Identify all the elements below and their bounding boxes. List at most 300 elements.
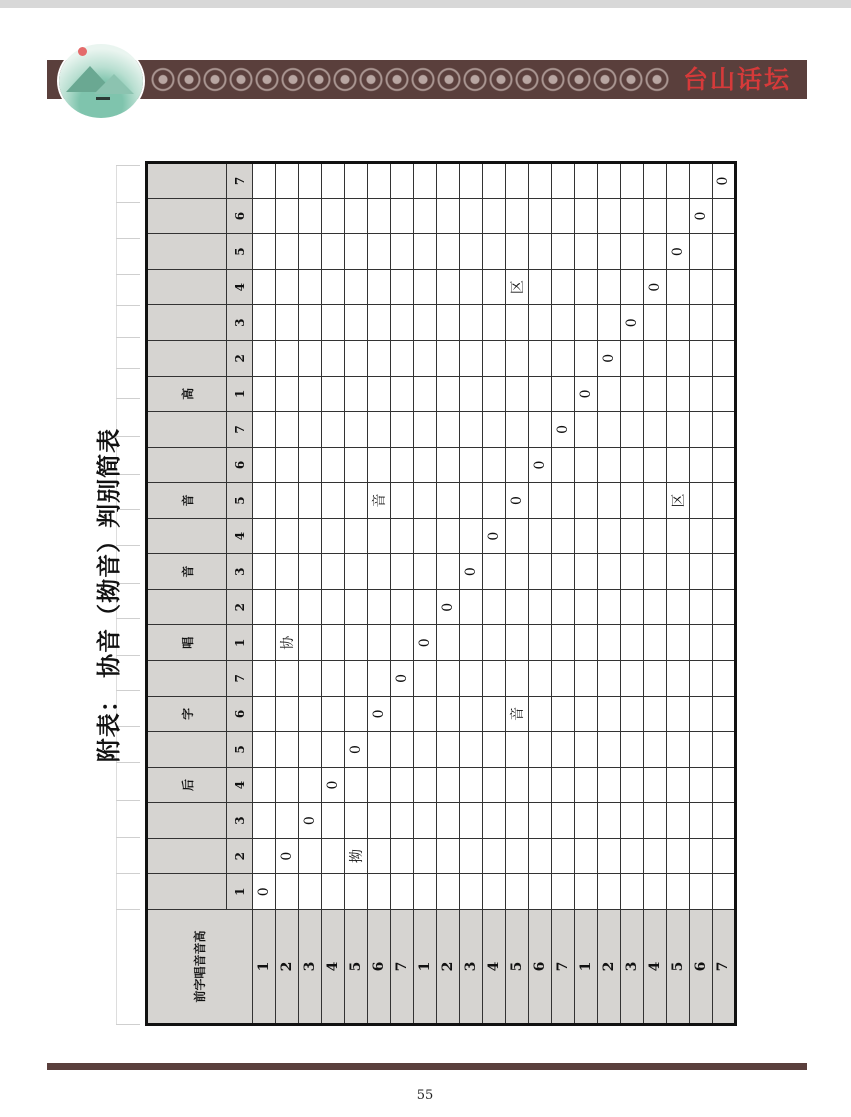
table-cell xyxy=(367,589,390,625)
table-cell xyxy=(344,767,367,803)
table-cell xyxy=(298,163,321,199)
table-cell xyxy=(252,269,275,305)
top-axis-cell: 唱 xyxy=(147,625,227,661)
table-cell xyxy=(344,874,367,910)
table-cell xyxy=(712,483,735,519)
cell-mark: 区 xyxy=(505,269,528,305)
boat-icon xyxy=(96,97,110,100)
table-cell xyxy=(597,803,620,839)
brand-title: 台山话坛 xyxy=(682,65,791,94)
table-cell xyxy=(275,661,298,697)
table-cell xyxy=(459,625,482,661)
table-row xyxy=(666,163,689,1025)
table-cell xyxy=(459,341,482,377)
top-axis-cell xyxy=(147,732,227,768)
table-cell xyxy=(574,163,597,199)
table-cell xyxy=(298,376,321,412)
table-cell xyxy=(344,198,367,234)
table-cell xyxy=(413,305,436,341)
table-cell xyxy=(505,767,528,803)
table-cell xyxy=(436,518,459,554)
table-cell xyxy=(689,341,712,377)
table-row xyxy=(712,163,735,1025)
table-cell xyxy=(413,163,436,199)
table-cell xyxy=(551,483,574,519)
table-row xyxy=(298,163,321,1025)
table-cell xyxy=(643,163,666,199)
table-cell xyxy=(597,269,620,305)
table-cell xyxy=(620,269,643,305)
table-cell xyxy=(252,376,275,412)
table-cell xyxy=(459,483,482,519)
table-cell xyxy=(436,234,459,270)
table-cell xyxy=(367,234,390,270)
table-cell xyxy=(459,163,482,199)
table-cell xyxy=(298,341,321,377)
table-cell xyxy=(436,447,459,483)
row-label: 1 xyxy=(413,910,436,1025)
table-cell xyxy=(321,696,344,732)
table-cell xyxy=(298,198,321,234)
table-cell xyxy=(275,732,298,768)
top-axis-cell xyxy=(147,518,227,554)
table-cell xyxy=(482,234,505,270)
table-cell xyxy=(413,696,436,732)
table-row xyxy=(643,163,666,1025)
table-cell xyxy=(298,874,321,910)
table-cell xyxy=(298,589,321,625)
table-cell xyxy=(597,234,620,270)
table-cell xyxy=(528,554,551,590)
column-number: 5 xyxy=(227,234,252,270)
table-cell xyxy=(390,305,413,341)
table-cell xyxy=(436,874,459,910)
table-cell xyxy=(712,589,735,625)
table-cell xyxy=(459,412,482,448)
table-cell xyxy=(597,447,620,483)
table-cell xyxy=(551,767,574,803)
table-cell xyxy=(689,874,712,910)
table-cell xyxy=(574,732,597,768)
top-axis-cell xyxy=(147,838,227,874)
table-cell xyxy=(666,447,689,483)
column-number: 2 xyxy=(227,589,252,625)
table-cell xyxy=(712,838,735,874)
top-axis-cell: 字 xyxy=(147,696,227,732)
table-cell xyxy=(574,625,597,661)
cell-mark: 区 xyxy=(666,483,689,519)
table-cell xyxy=(528,838,551,874)
table-cell xyxy=(482,412,505,448)
table-cell xyxy=(620,198,643,234)
top-axis-cell: 音 xyxy=(147,554,227,590)
column-number: 6 xyxy=(227,447,252,483)
table-cell xyxy=(367,305,390,341)
table-cell xyxy=(528,767,551,803)
table-cell xyxy=(482,803,505,839)
table-cell xyxy=(597,589,620,625)
cell-mark: 0 xyxy=(321,767,344,803)
table-cell xyxy=(252,589,275,625)
row-label: 5 xyxy=(344,910,367,1025)
table-cell xyxy=(551,269,574,305)
table-cell xyxy=(482,732,505,768)
table-cell xyxy=(505,661,528,697)
table-cell xyxy=(298,838,321,874)
top-axis-cell xyxy=(147,874,227,910)
table-cell xyxy=(252,625,275,661)
table-cell xyxy=(643,341,666,377)
row-label: 4 xyxy=(482,910,505,1025)
table-cell xyxy=(643,198,666,234)
table-cell xyxy=(367,803,390,839)
table-cell xyxy=(413,447,436,483)
table-cell xyxy=(298,412,321,448)
table-cell xyxy=(712,767,735,803)
table-cell xyxy=(482,341,505,377)
table-cell xyxy=(344,447,367,483)
table-cell xyxy=(551,661,574,697)
table-cell xyxy=(528,412,551,448)
table-cell xyxy=(252,483,275,519)
table-cell xyxy=(597,661,620,697)
table-cell xyxy=(620,696,643,732)
table-cell xyxy=(505,589,528,625)
column-number: 5 xyxy=(227,732,252,768)
table-cell xyxy=(551,198,574,234)
table-cell xyxy=(666,376,689,412)
table-cell xyxy=(620,412,643,448)
table-cell xyxy=(321,198,344,234)
table-cell xyxy=(298,483,321,519)
table-cell xyxy=(436,554,459,590)
table-cell xyxy=(689,376,712,412)
table-cell xyxy=(689,732,712,768)
top-axis-cell xyxy=(147,661,227,697)
table-cell xyxy=(666,305,689,341)
table-cell xyxy=(344,234,367,270)
table-cell xyxy=(666,625,689,661)
table-cell xyxy=(689,803,712,839)
column-number: 3 xyxy=(227,554,252,590)
table-cell xyxy=(344,518,367,554)
table-cell xyxy=(298,305,321,341)
table-cell xyxy=(459,447,482,483)
table-cell xyxy=(459,269,482,305)
table-cell xyxy=(620,589,643,625)
cell-mark: 0 xyxy=(551,412,574,448)
table-cell xyxy=(459,234,482,270)
table-cell xyxy=(712,269,735,305)
table-cell xyxy=(275,376,298,412)
table-cell xyxy=(505,625,528,661)
top-axis-cell xyxy=(147,163,227,199)
table-cell xyxy=(666,661,689,697)
table-cell xyxy=(528,483,551,519)
table-cell xyxy=(367,269,390,305)
table-cell xyxy=(298,661,321,697)
table-cell xyxy=(298,732,321,768)
table-cell xyxy=(689,163,712,199)
table-cell xyxy=(666,874,689,910)
table-cell xyxy=(620,803,643,839)
table-cell xyxy=(390,376,413,412)
table-cell xyxy=(413,198,436,234)
table-cell xyxy=(459,589,482,625)
top-axis-cell xyxy=(147,803,227,839)
table-row xyxy=(689,163,712,1025)
table-cell xyxy=(344,376,367,412)
table-cell xyxy=(597,376,620,412)
table-cell xyxy=(482,483,505,519)
table-cell xyxy=(367,163,390,199)
cell-mark: 0 xyxy=(528,447,551,483)
table-cell xyxy=(459,198,482,234)
table-cell xyxy=(321,589,344,625)
table-cell xyxy=(321,234,344,270)
table-cell xyxy=(620,447,643,483)
cell-mark: 0 xyxy=(413,625,436,661)
table-cell xyxy=(413,874,436,910)
table-cell xyxy=(643,305,666,341)
table-cell xyxy=(597,696,620,732)
table-cell xyxy=(505,412,528,448)
table-row xyxy=(528,163,551,1025)
table-cell xyxy=(252,305,275,341)
table-cell xyxy=(436,376,459,412)
table-cell xyxy=(505,163,528,199)
table-cell xyxy=(528,305,551,341)
table-cell xyxy=(574,696,597,732)
table-cell xyxy=(482,589,505,625)
table-cell xyxy=(689,269,712,305)
table-cell xyxy=(321,447,344,483)
table-cell xyxy=(505,198,528,234)
cell-mark: 0 xyxy=(344,732,367,768)
row-label: 3 xyxy=(298,910,321,1025)
table-cell xyxy=(252,554,275,590)
table-cell xyxy=(275,447,298,483)
table-cell xyxy=(436,732,459,768)
table-cell xyxy=(505,838,528,874)
row-label: 2 xyxy=(275,910,298,1025)
table-cell xyxy=(390,732,413,768)
table-cell xyxy=(390,767,413,803)
cell-mark: 0 xyxy=(459,554,482,590)
table-cell xyxy=(689,483,712,519)
table-cell xyxy=(344,163,367,199)
table-cell xyxy=(620,625,643,661)
table-cell xyxy=(459,803,482,839)
table-cell xyxy=(528,732,551,768)
table-cell xyxy=(574,874,597,910)
table-cell xyxy=(413,554,436,590)
table-cell xyxy=(643,234,666,270)
table-cell xyxy=(666,767,689,803)
table-cell xyxy=(620,874,643,910)
table-cell xyxy=(436,838,459,874)
table-cell xyxy=(413,376,436,412)
table-cell xyxy=(390,625,413,661)
table-cell xyxy=(528,341,551,377)
table-cell xyxy=(528,661,551,697)
table-cell xyxy=(666,803,689,839)
table-cell xyxy=(712,305,735,341)
table-cell xyxy=(321,376,344,412)
table-cell xyxy=(275,341,298,377)
table-cell xyxy=(505,376,528,412)
cell-mark: 音 xyxy=(367,483,390,519)
table-cell xyxy=(689,767,712,803)
table-cell xyxy=(666,341,689,377)
cell-mark: 0 xyxy=(390,661,413,697)
axis-label-row xyxy=(147,163,227,1025)
table-cell xyxy=(689,661,712,697)
row-label: 2 xyxy=(436,910,459,1025)
table-row xyxy=(620,163,643,1025)
table-cell xyxy=(666,198,689,234)
row-label: 3 xyxy=(459,910,482,1025)
table-cell xyxy=(528,625,551,661)
column-number: 5 xyxy=(227,483,252,519)
table-cell xyxy=(321,661,344,697)
top-axis-cell xyxy=(147,412,227,448)
column-number: 1 xyxy=(227,376,252,412)
table-cell xyxy=(252,696,275,732)
row-label: 4 xyxy=(643,910,666,1025)
table-cell xyxy=(528,589,551,625)
table-cell xyxy=(413,483,436,519)
cell-mark: 0 xyxy=(505,483,528,519)
table-cell xyxy=(505,341,528,377)
column-number: 7 xyxy=(227,412,252,448)
table-cell xyxy=(620,767,643,803)
cell-mark: 0 xyxy=(666,234,689,270)
table-row xyxy=(275,163,298,1025)
table-cell xyxy=(390,412,413,448)
table-row xyxy=(367,163,390,1025)
table-cell xyxy=(712,625,735,661)
table-cell xyxy=(459,838,482,874)
table-cell xyxy=(643,376,666,412)
table-cell xyxy=(482,269,505,305)
table-cell xyxy=(482,767,505,803)
table-cell xyxy=(505,732,528,768)
table-row xyxy=(344,163,367,1025)
row-label: 6 xyxy=(528,910,551,1025)
table-cell xyxy=(666,163,689,199)
row-label: 3 xyxy=(620,910,643,1025)
table-cell xyxy=(643,518,666,554)
table-cell xyxy=(505,447,528,483)
table-cell xyxy=(390,163,413,199)
table-cell xyxy=(275,305,298,341)
table-cell xyxy=(298,518,321,554)
table-cell xyxy=(413,589,436,625)
table-cell xyxy=(275,589,298,625)
cell-mark: 0 xyxy=(298,803,321,839)
cell-mark: 0 xyxy=(252,874,275,910)
column-number: 1 xyxy=(227,625,252,661)
table-cell xyxy=(643,625,666,661)
table-cell xyxy=(643,447,666,483)
table-cell xyxy=(597,732,620,768)
top-axis-cell xyxy=(147,305,227,341)
table-cell xyxy=(574,838,597,874)
table-cell xyxy=(551,589,574,625)
table-cell xyxy=(390,483,413,519)
table-cell xyxy=(344,803,367,839)
table-cell xyxy=(689,554,712,590)
cell-mark: 协 xyxy=(275,625,298,661)
table-cell xyxy=(551,447,574,483)
table-cell xyxy=(275,412,298,448)
table-cell xyxy=(436,305,459,341)
table-cell xyxy=(643,483,666,519)
row-label: 1 xyxy=(574,910,597,1025)
table-cell xyxy=(252,661,275,697)
column-number: 3 xyxy=(227,803,252,839)
table-cell xyxy=(505,874,528,910)
table-cell xyxy=(275,269,298,305)
table-cell xyxy=(574,269,597,305)
table-cell xyxy=(298,767,321,803)
table-cell xyxy=(252,234,275,270)
table-cell xyxy=(344,625,367,661)
table-cell xyxy=(551,803,574,839)
table-cell xyxy=(643,661,666,697)
column-number: 4 xyxy=(227,269,252,305)
table-cell xyxy=(390,269,413,305)
row-label: 4 xyxy=(321,910,344,1025)
table-cell xyxy=(666,554,689,590)
table-cell xyxy=(344,589,367,625)
table-cell xyxy=(390,341,413,377)
table-cell xyxy=(666,412,689,448)
table-cell xyxy=(275,767,298,803)
table-cell xyxy=(344,483,367,519)
table-cell xyxy=(344,341,367,377)
table-cell xyxy=(574,341,597,377)
table-cell xyxy=(298,625,321,661)
table-row xyxy=(574,163,597,1025)
column-number: 7 xyxy=(227,163,252,199)
table-cell xyxy=(321,163,344,199)
table-cell xyxy=(597,838,620,874)
table-cell xyxy=(528,163,551,199)
table-cell xyxy=(620,341,643,377)
cell-mark: 0 xyxy=(436,589,459,625)
table-cell xyxy=(459,661,482,697)
cell-mark: 拗 xyxy=(344,838,367,874)
table-cell xyxy=(666,269,689,305)
cell-mark: 0 xyxy=(275,838,298,874)
table-cell xyxy=(666,732,689,768)
top-axis-cell xyxy=(147,198,227,234)
table-cell xyxy=(689,447,712,483)
header-ornament-pattern xyxy=(150,64,670,95)
table-cell xyxy=(252,341,275,377)
table-cell xyxy=(712,554,735,590)
table-cell xyxy=(505,305,528,341)
table-cell xyxy=(643,874,666,910)
mountain-small-icon xyxy=(94,74,134,94)
table-cell xyxy=(666,838,689,874)
column-number: 6 xyxy=(227,198,252,234)
cell-mark: 0 xyxy=(597,341,620,377)
table-cell xyxy=(643,732,666,768)
table-cell xyxy=(275,198,298,234)
